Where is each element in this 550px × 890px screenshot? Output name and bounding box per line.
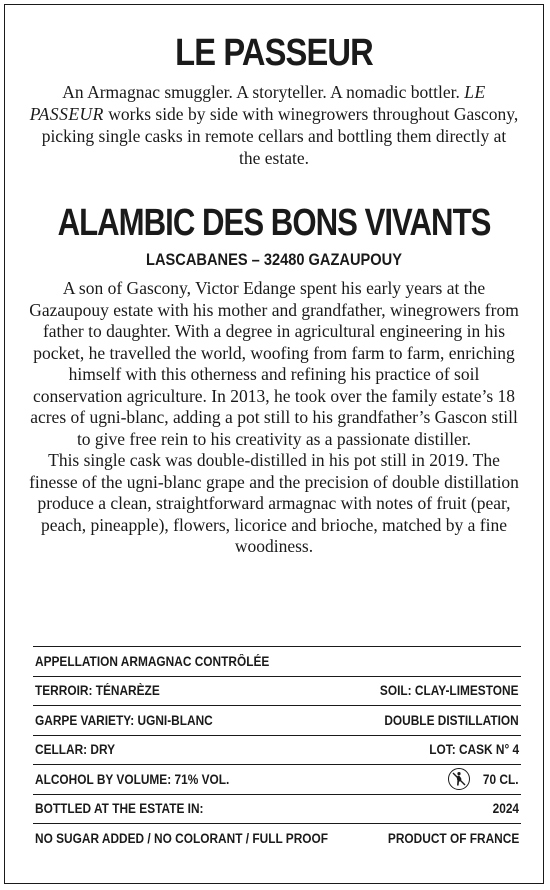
- volume-group: [448, 768, 519, 790]
- bottle-label: [4, 4, 544, 884]
- story-paragraph: A son of Gascony, Victor Edange spent his early years at the Gazaupouy estate with his mother and grandfather, winegrowers from father to daughter. With a degree in agricultural engineering in his pocket, he travelled the world, woofing from farm to farm, enriching himself with this otherness and refining his practice of soil conservation agriculture. In 2013, he took over the family estate’s 18 acres of ugni-blanc, adding a pot still to his grandfather’s Gascon still to give free rein to his creativity as a passionate distiller.: [29, 278, 519, 449]
- spec-table: [33, 646, 521, 854]
- producer-address: LASCABANES – 32480 GAZAUPOUY: [146, 250, 402, 269]
- intro-lead: An Armagnac smuggler. A storyteller. A nomadic bottler.: [62, 82, 460, 102]
- spec-row-bottled: [33, 795, 521, 825]
- abv-text: ALCOHOL BY VOLUME: 71% VOL.: [35, 771, 230, 787]
- spec-row-grape: [33, 706, 521, 736]
- volume-text: 70 CL.: [483, 771, 519, 787]
- spec-row-abv: [33, 765, 521, 795]
- spec-row-cellar: [33, 736, 521, 766]
- soil-text: SOIL: CLAY-LIMESTONE: [380, 683, 519, 699]
- terroir-text: TERROIR: TÉNARÈZE: [35, 683, 160, 699]
- no-pregnant-woman-icon: [448, 768, 470, 790]
- spec-row-terroir: [33, 677, 521, 707]
- bottled-label-text: BOTTLED AT THE ESTATE IN:: [35, 801, 204, 817]
- grape-text: GARPE VARIETY: UGNI-BLANC: [35, 712, 213, 728]
- brand-title: LE PASSEUR: [175, 32, 373, 74]
- spec-row-additives: [33, 824, 521, 854]
- intro-brand-name: LE PASSEUR: [29, 82, 486, 124]
- producer-story: [27, 278, 521, 558]
- intro-rest: works side by side with winegrowers throughout Gascony, picking single casks in remote cellars and bottling them directly at the estate.: [41, 104, 519, 168]
- lot-text: LOT: CASK N° 4: [429, 742, 519, 758]
- producer-name: ALAMBIC DES BONS VIVANTS: [57, 202, 491, 244]
- cellar-text: CELLAR: DRY: [35, 742, 116, 758]
- spec-row-appellation: [33, 647, 521, 677]
- additives-text: NO SUGAR ADDED / NO COLORANT / FULL PROOF: [35, 831, 329, 847]
- bottled-year-text: 2024: [492, 801, 519, 817]
- story-paragraph: This single cask was double-distilled in his pot still in 2019. The finesse of the ugni-blanc grape and the precision of double distillation produce a clean, straightforward armagnac with notes of fruit (pear, peach, pineapple), flowers, licorice and brioche, matched by a fine woodiness.: [29, 450, 519, 556]
- origin-text: PRODUCT OF FRANCE: [387, 831, 519, 847]
- distillation-text: DOUBLE DISTILLATION: [384, 712, 519, 728]
- brand-intro: [29, 81, 519, 169]
- appellation-text: APPELLATION ARMAGNAC CONTRÔLÉE: [35, 653, 270, 669]
